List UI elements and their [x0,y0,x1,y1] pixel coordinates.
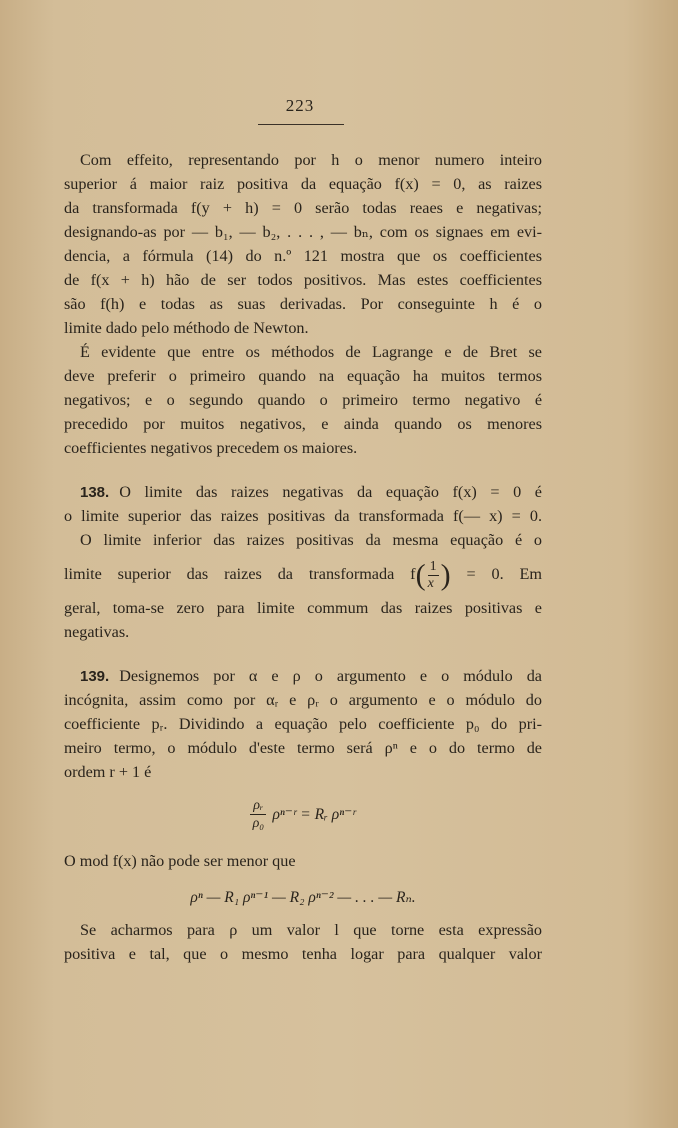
paragraph-line: É evidente que entre os méthodos de Lagrange e de Bret se [80,343,542,361]
fraction: $\frac{1}{x}$ [427,558,437,591]
section-139-line: incógnita, assim como por αᵣ e ρᵣ o argumento e o módulo do [64,691,542,709]
header-rule [258,124,344,125]
paragraph-line: superior á maior raiz positiva da equação f(x) = 0, as raizes [64,175,542,193]
section-139-line: meiro termo, o módulo d'este termo será ρⁿ e o do termo de [64,739,542,757]
paragraph-line: negativos; e o segundo quando o primeiro termo negativo é [64,391,542,409]
section-139-line: Se acharmos para ρ um valor l que torne esta expressão [80,921,542,939]
section-number: 139. [80,668,110,685]
paragraph-line: designando-as por — b₁, — b₂, . . . , — bₙ, com os signaes em evi- [64,223,542,241]
section-138-line: geral, toma-se zero para limite commum das raizes positivas e [64,599,542,617]
display-equation-1: $\frac{\text{ρᵣ}}{\text{ρ₀}}$ ρⁿ⁻ʳ = Rᵣ ρⁿ⁻ʳ [64,784,542,844]
section-138-line: o limite superior das raizes positivas da transformada f(— x) = 0. [64,507,542,525]
section-139-line: 139. Designemos por α e ρ o argumento e o módulo da [80,667,542,685]
page-number: 223 [285,96,315,115]
paragraph-line: dencia, a fórmula (14) do n.º 121 mostra que os coefficientes [64,247,542,265]
display-equation-2: ρⁿ — R₁ ρⁿ⁻¹ — R₂ ρⁿ⁻² — . . . — Rₙ. [190,889,416,906]
section-139-line: coefficiente pᵣ. Dividindo a equação pelo coefficiente p₀ do pri- [64,715,542,733]
body-text [64,148,542,966]
section-number: 138. [80,484,110,501]
paragraph-line: coefficientes negativos precedem os maiores. [64,439,358,457]
paragraph-line: da transformada f(y + h) = 0 serão todas reaes e negativas; [64,199,542,217]
section-138-fraction-line: limite superior das raizes da transformada f( $\frac{1}{x}$ ) = 0. Em [64,558,543,592]
paragraph-line: limite dado pelo méthodo de Newton. [64,319,309,337]
paragraph-line: Com effeito, representando por h o menor numero inteiro [80,151,542,169]
section-139-line: ordem r + 1 é [64,763,152,781]
section-138-line: 138. O limite das raizes negativas da equação f(x) = 0 é [80,483,542,501]
equation-fraction: $\frac{\text{ρᵣ}}{\text{ρ₀}}$ [250,797,266,832]
section-138-line: negativas. [64,623,130,641]
paragraph-line: deve preferir o primeiro quando na equação ha muitos termos [64,367,542,385]
section-139-line: positiva e tal, que o mesmo tenha logar para qualquer valor [64,945,542,963]
section-138-line: O limite inferior das raizes positivas da mesma equação é o [80,531,542,549]
paragraph-line: são f(h) e todas as suas derivadas. Por conseguinte h é o [64,295,542,313]
paragraph-line: precedido por muitos negativos, e ainda quando os menores [64,415,542,433]
paragraph-line: de f(x + h) hão de ser todos positivos. Mas estes coefficientes [64,271,542,289]
mod-line: O mod f(x) não pode ser menor que [64,852,296,870]
